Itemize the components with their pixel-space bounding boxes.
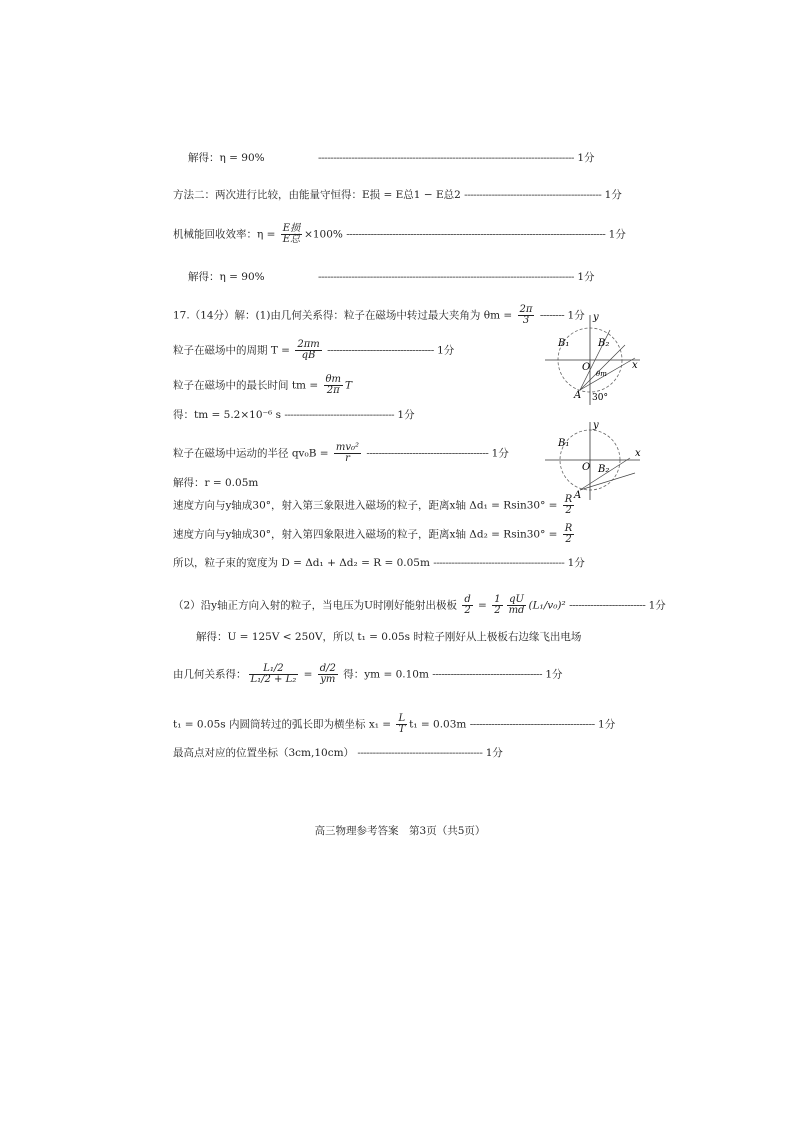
- numerator: L₁/2: [249, 664, 299, 675]
- answer-text: 粒子在磁场中的周期 T =: [173, 344, 294, 357]
- page-footer: 高三物理参考答案 第3页（共5页）: [314, 825, 486, 837]
- dash-leader: ------------------------------------------------------------------------------------: [317, 271, 574, 283]
- numerator: E损: [282, 223, 301, 234]
- score-label: 1分: [608, 228, 626, 241]
- answer-line: [173, 595, 666, 616]
- fraction: [281, 224, 302, 245]
- denominator: r: [345, 453, 350, 464]
- answer-text: 粒子在磁场中运动的半径 qv₀B =: [173, 447, 332, 460]
- numerator: d/2: [319, 663, 336, 674]
- fraction: [396, 714, 407, 735]
- answer-text: 解得：r = 0.05m: [173, 477, 259, 489]
- label-angle: 30°: [592, 393, 608, 403]
- answer-text: 方法二：两次进行比较，由能量守恒得：E损 = E总1 − E总2: [173, 189, 461, 201]
- fraction: [249, 664, 299, 685]
- dash-leader: ------------------------------------------------------------------------------------: [317, 152, 574, 164]
- answer-line: [173, 190, 622, 201]
- fraction: [563, 524, 575, 545]
- dash-leader: -----------------------------------: [327, 344, 434, 357]
- fraction: [295, 340, 321, 361]
- answer-text: =: [474, 599, 491, 612]
- denominator: 2: [494, 605, 501, 616]
- answer-line: [173, 748, 503, 759]
- numerator: 1: [494, 594, 501, 605]
- answer-text: 速度方向与y轴成30°，射入第四象限进入磁场的粒子，距离x轴 Δd₂ = Rsin30° =: [173, 528, 561, 541]
- numerator: R: [564, 523, 573, 534]
- fraction: [462, 595, 472, 616]
- label-o: O: [582, 462, 591, 473]
- answer-line: [173, 478, 258, 489]
- answer-line: [188, 272, 595, 283]
- dash-leader: -------------------------------------------: [433, 557, 565, 569]
- denominator: md: [508, 605, 525, 616]
- answer-text: 机械能回收效率：η =: [173, 228, 279, 241]
- denominator: ym: [320, 674, 336, 685]
- denominator: 2π: [326, 385, 340, 396]
- score-label: 1分: [577, 271, 595, 283]
- answer-line: [173, 664, 563, 685]
- answer-line: [173, 375, 352, 396]
- answer-text: 得：ym = 0.10m: [339, 668, 429, 681]
- label-b1: B₁: [558, 338, 570, 349]
- label-o: O: [582, 362, 591, 373]
- fraction: [334, 443, 361, 464]
- denominator: 3: [522, 315, 530, 326]
- fraction: [324, 375, 344, 396]
- numerator: 2πm: [297, 339, 320, 350]
- answer-text: T: [345, 379, 353, 392]
- score-label: 1分: [567, 309, 585, 322]
- numerator: mv₀²: [335, 442, 360, 453]
- denominator: 2: [565, 505, 572, 516]
- answer-line: [173, 558, 585, 569]
- score-label: 1分: [577, 152, 595, 164]
- label-a: A: [574, 490, 582, 501]
- label-b1: B₁: [558, 438, 570, 449]
- answer-line: [173, 524, 576, 545]
- label-x: x: [632, 360, 638, 371]
- dash-leader: -----------------------------------------: [469, 718, 595, 731]
- answer-text: 速度方向与y轴成30°，射入第三象限进入磁场的粒子，距离x轴 Δd₁ = Rsin30° =: [173, 499, 561, 512]
- label-b2: B₂: [598, 338, 610, 349]
- answer-line: [196, 632, 581, 643]
- score-label: 1分: [485, 747, 503, 759]
- dash-leader: -----------------------------------------: [357, 747, 483, 759]
- particle-path: [580, 473, 635, 490]
- answer-line: [173, 714, 615, 735]
- denominator: L₁/2 + L₂: [250, 674, 297, 685]
- numerator: 2π: [519, 304, 533, 315]
- answer-text: 得：tm = 5.2×10⁻⁶ s: [173, 409, 281, 421]
- fraction: [507, 595, 527, 616]
- dash-leader: -------------------------: [569, 599, 646, 612]
- answer-line: [173, 224, 626, 245]
- answer-text: t₁ = 0.03m: [409, 718, 467, 731]
- score-label: 1分: [648, 599, 666, 612]
- fraction: [492, 595, 502, 616]
- dash-leader: ---------------------------------------------: [464, 189, 602, 201]
- label-b2: B₂: [598, 464, 610, 475]
- numerator: L: [396, 714, 407, 725]
- score-label: 1分: [491, 447, 509, 460]
- label-theta: θm: [596, 370, 607, 378]
- score-label: 1分: [545, 668, 563, 681]
- answer-text: 最高点对应的位置坐标（3cm,10cm）: [173, 747, 355, 759]
- score-label: 1分: [598, 718, 616, 731]
- answer-text: (L₁/v₀)²: [528, 599, 566, 612]
- dash-leader: ----------------------------------------: [366, 447, 489, 460]
- dash-leader: ------------------------------------: [284, 409, 395, 421]
- answer-text: 17.（14分）解：(1)由几何关系得：粒子在磁场中转过最大夹角为 θm =: [173, 309, 516, 322]
- answer-text: 所以，粒子束的宽度为 D = Δd₁ + Δd₂ = R = 0.05m: [173, 557, 430, 569]
- answer-text: 解得：U = 125V < 250V，所以 t₁ = 0.05s 时粒子刚好从上极板右边缘飞出电场: [196, 631, 582, 643]
- answer-text: 粒子在磁场中的最长时间 tm =: [173, 379, 322, 392]
- label-a: A: [574, 390, 582, 401]
- score-label: 1分: [437, 344, 455, 357]
- label-y: y: [593, 420, 599, 431]
- magnetic-field-diagram-2: [540, 418, 650, 503]
- score-label: 1分: [397, 409, 415, 421]
- fraction: [318, 664, 338, 685]
- dash-leader: --------: [539, 309, 565, 322]
- answer-line: [188, 153, 595, 164]
- numerator: d: [464, 594, 471, 605]
- answer-text: 解得：η = 90%: [188, 271, 265, 283]
- score-label: 1分: [604, 189, 622, 201]
- numerator: R: [564, 494, 573, 505]
- dash-leader: ------------------------------------: [432, 668, 543, 681]
- answer-line: [173, 305, 585, 326]
- answer-line: [173, 410, 415, 421]
- denominator: qB: [301, 350, 316, 361]
- denominator: T: [398, 724, 406, 735]
- denominator: E总: [282, 234, 301, 245]
- answer-text: t₁ = 0.05s 内圆筒转过的弧长即为横坐标 x₁ =: [173, 718, 395, 731]
- answer-text: （2）沿y轴正方向入射的粒子，当电压为U时刚好能射出极板: [173, 599, 461, 612]
- denominator: 2: [565, 534, 572, 545]
- answer-line: [173, 495, 576, 516]
- score-label: 1分: [567, 557, 585, 569]
- numerator: qU: [507, 595, 527, 606]
- denominator: 2: [464, 605, 471, 616]
- fraction: [518, 305, 535, 326]
- magnetic-field-diagram-1: [540, 310, 650, 410]
- numerator: θm: [325, 374, 342, 385]
- label-x: x: [635, 448, 641, 459]
- label-y: y: [593, 312, 599, 323]
- answer-text: ×100%: [304, 228, 343, 241]
- dash-leader: -------------------------------------------------------------------------------------: [346, 228, 606, 241]
- answer-text: =: [300, 668, 316, 681]
- answer-line: [173, 340, 454, 361]
- answer-text: 由几何关系得：: [173, 668, 247, 681]
- answer-text: 解得：η = 90%: [188, 152, 265, 164]
- answer-line: [173, 443, 509, 464]
